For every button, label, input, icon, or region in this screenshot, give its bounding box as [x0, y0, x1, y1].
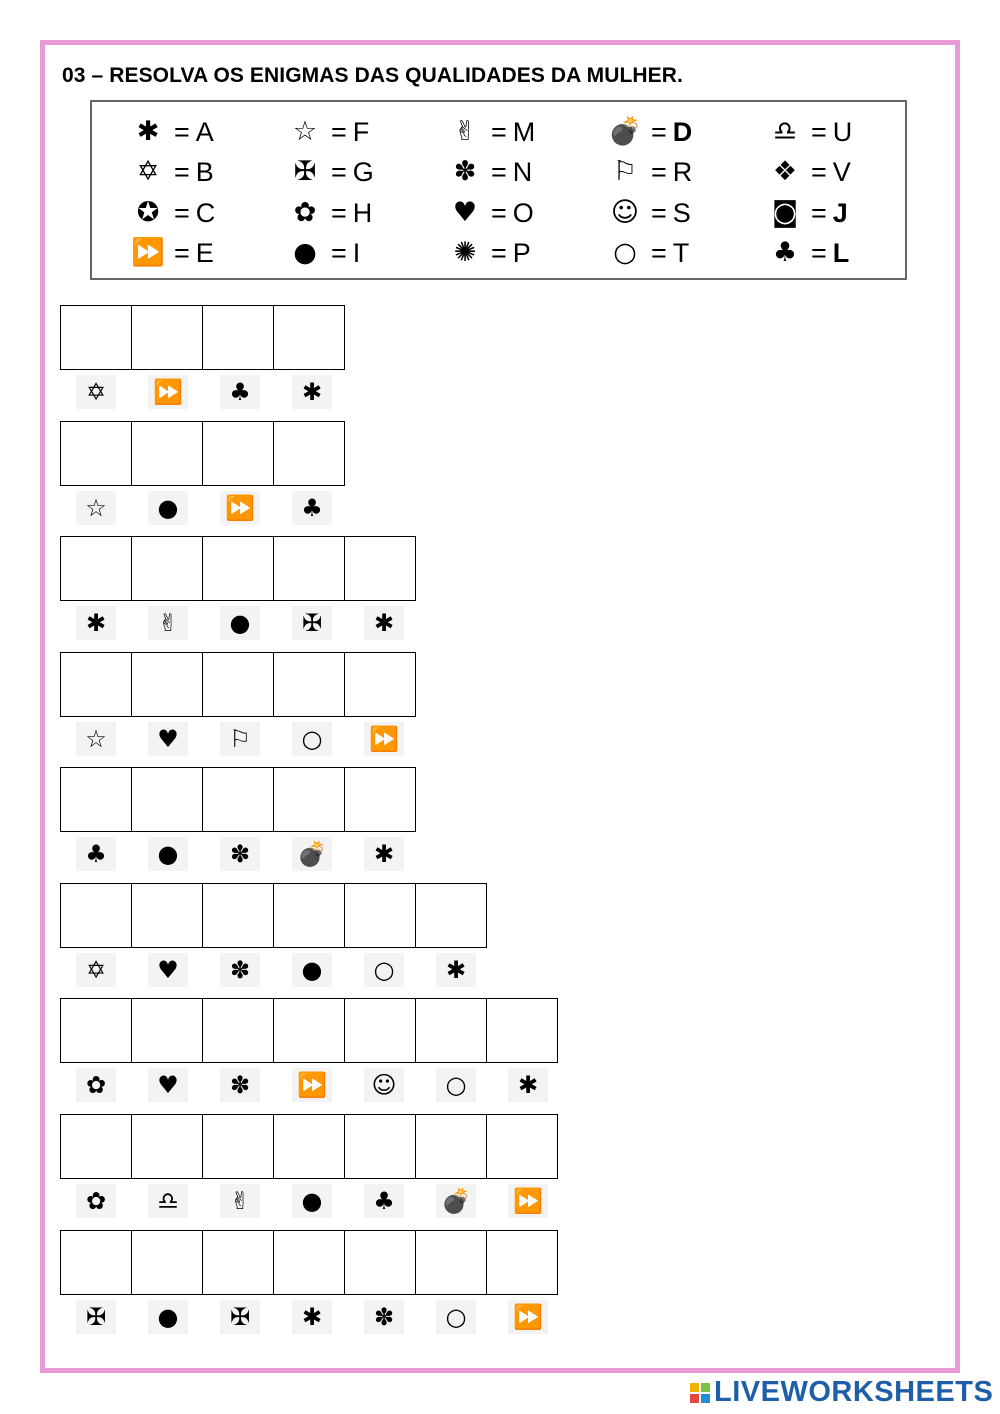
key-letter: F [352, 116, 370, 147]
answer-box[interactable] [415, 998, 487, 1063]
clue-symbol-icon: ♣ [76, 837, 116, 871]
answer-box[interactable] [415, 1114, 487, 1179]
answer-box[interactable] [273, 883, 345, 948]
key-entry [767, 234, 849, 272]
key-entry [447, 194, 534, 232]
answer-box[interactable] [202, 305, 274, 370]
answer-box[interactable] [486, 1114, 558, 1179]
clue-symbol-icon: 💣 [292, 837, 332, 871]
clue-symbol-icon: ⏩ [292, 1068, 332, 1102]
answer-box[interactable] [131, 998, 203, 1063]
answer-box[interactable] [131, 305, 203, 370]
answer-box[interactable] [202, 1114, 274, 1179]
symbol-icon: ♥ [452, 197, 478, 228]
answer-box[interactable] [60, 536, 132, 601]
answer-box[interactable] [131, 767, 203, 832]
symbol-icon: 💣 [608, 116, 642, 147]
symbol-icon: ✺ [453, 237, 477, 268]
clue-symbol-icon: ● [220, 606, 260, 640]
answer-box[interactable] [131, 652, 203, 717]
equals-sign: = [811, 197, 827, 228]
puzzle-row [60, 652, 415, 753]
answer-box[interactable] [60, 652, 132, 717]
answer-box[interactable] [344, 536, 416, 601]
clue-symbol-icon: ✱ [508, 1068, 548, 1102]
equals-sign: = [491, 116, 507, 147]
equals-sign: = [651, 237, 667, 268]
clue-symbol-icon: ♥ [148, 953, 188, 987]
key-entry [130, 194, 215, 232]
clue-symbol-icon: ⏩ [148, 375, 188, 409]
puzzle-row [60, 883, 486, 984]
answer-box[interactable] [273, 421, 345, 486]
answer-box[interactable] [60, 421, 132, 486]
equals-sign: = [491, 156, 507, 187]
answer-box[interactable] [202, 883, 274, 948]
clue-symbol-icon: ♣ [292, 491, 332, 525]
equals-sign: = [331, 116, 347, 147]
answer-box[interactable] [344, 883, 416, 948]
answer-box[interactable] [415, 883, 487, 948]
symbol-icon: ☺ [610, 197, 640, 228]
clue-symbol-icon: ✌ [220, 1184, 260, 1218]
key-entry [287, 153, 374, 191]
answer-box[interactable] [486, 1230, 558, 1295]
clue-symbol-icon: ✌ [148, 606, 188, 640]
clue-symbol-icon: ✽ [220, 1068, 260, 1102]
equals-sign: = [811, 116, 827, 147]
puzzle-row [60, 1114, 557, 1215]
answer-boxes [60, 1230, 557, 1295]
equals-sign: = [651, 197, 667, 228]
clue-symbol-icon: ● [292, 953, 332, 987]
answer-box[interactable] [60, 998, 132, 1063]
answer-box[interactable] [202, 652, 274, 717]
key-letter: I [352, 237, 361, 268]
key-letter: U [832, 116, 853, 147]
answer-boxes [60, 652, 415, 717]
key-letter: P [512, 237, 531, 268]
key-letter: N [512, 156, 533, 187]
symbol-icon: ⚐ [612, 156, 638, 187]
clue-symbol-icon: ○ [292, 722, 332, 756]
equals-sign: = [174, 116, 190, 147]
clue-symbol-icon: ✿ [76, 1068, 116, 1102]
symbol-icon: ♣ [772, 237, 798, 268]
symbol-icon: ✌ [453, 116, 477, 147]
key-letter: O [512, 197, 534, 228]
answer-box[interactable] [60, 305, 132, 370]
key-letter: J [832, 197, 848, 228]
clue-symbol-icon: ○ [436, 1068, 476, 1102]
equals-sign: = [331, 237, 347, 268]
clue-symbol-icon: ♥ [148, 722, 188, 756]
key-letter: S [672, 197, 691, 228]
exercise-title: 03 – RESOLVA OS ENIGMAS DAS QUALIDADES DA MULHER. [62, 64, 683, 87]
key-letter: H [352, 197, 373, 228]
clue-symbol-icon: ✱ [76, 606, 116, 640]
cipher-key-table [90, 100, 907, 280]
clue-symbol-icon: ✱ [364, 837, 404, 871]
symbol-icon: ♎ [772, 116, 798, 147]
key-entry [447, 113, 535, 151]
answer-box[interactable] [415, 1230, 487, 1295]
symbol-icon: ✿ [293, 197, 317, 228]
key-letter: R [672, 156, 693, 187]
clue-symbol-icon: ⏩ [508, 1300, 548, 1334]
answer-box[interactable] [60, 1230, 132, 1295]
clue-symbol-icon: ✽ [220, 837, 260, 871]
clue-symbol-icon: ☆ [76, 491, 116, 525]
symbol-icon: ☆ [292, 116, 318, 147]
key-letter: G [352, 156, 374, 187]
clue-symbol-icon: ✱ [292, 375, 332, 409]
clue-symbol-icon: ☺ [364, 1068, 404, 1102]
key-letter: C [195, 197, 216, 228]
symbol-icon: ◙ [771, 197, 799, 228]
equals-sign: = [491, 197, 507, 228]
answer-box[interactable] [273, 1114, 345, 1179]
clue-symbol-icon: ✱ [436, 953, 476, 987]
answer-box[interactable] [131, 883, 203, 948]
symbol-icon: ✪ [136, 197, 160, 228]
answer-box[interactable] [60, 1114, 132, 1179]
clue-symbol-icon: ♣ [364, 1184, 404, 1218]
clue-symbol-icon: ✱ [292, 1300, 332, 1334]
key-entry [767, 194, 848, 232]
key-entry [287, 113, 369, 151]
puzzle-row [60, 767, 415, 868]
puzzle-row [60, 305, 344, 406]
answer-box[interactable] [60, 767, 132, 832]
key-entry [607, 234, 689, 272]
symbol-icon: ❖ [772, 156, 798, 187]
key-entry [287, 234, 360, 272]
answer-boxes [60, 998, 557, 1063]
equals-sign: = [174, 237, 190, 268]
clue-symbol-icon: ✽ [364, 1300, 404, 1334]
answer-box[interactable] [273, 1230, 345, 1295]
clue-symbol-icon: 💣 [436, 1184, 476, 1218]
symbol-icon: ✡ [136, 156, 160, 187]
clue-symbol-icon: ● [148, 1300, 188, 1334]
clue-symbol-icon: ✠ [292, 606, 332, 640]
symbol-icon: ✽ [453, 156, 477, 187]
equals-sign: = [651, 116, 667, 147]
key-entry [607, 153, 692, 191]
key-entry [447, 234, 531, 272]
clue-symbol-icon: ♣ [220, 375, 260, 409]
clue-symbol-icon: ⏩ [220, 491, 260, 525]
clue-symbol-icon: ● [148, 491, 188, 525]
answer-box[interactable] [202, 767, 274, 832]
answer-box[interactable] [131, 1114, 203, 1179]
equals-sign: = [174, 197, 190, 228]
logo-text: LIVEWORKSHEETS [714, 1376, 994, 1408]
answer-box[interactable] [202, 421, 274, 486]
clue-symbol-icon: ☆ [76, 722, 116, 756]
clue-symbol-icon: ✡ [76, 375, 116, 409]
answer-boxes [60, 305, 344, 370]
key-entry [767, 113, 852, 151]
answer-box[interactable] [344, 998, 416, 1063]
equals-sign: = [174, 156, 190, 187]
symbol-icon: ○ [613, 237, 637, 268]
answer-boxes [60, 1114, 557, 1179]
key-letter: L [832, 237, 850, 268]
clue-symbol-icon: ✡ [76, 953, 116, 987]
answer-boxes [60, 883, 486, 948]
clue-symbol-icon: ○ [436, 1300, 476, 1334]
equals-sign: = [331, 197, 347, 228]
symbol-icon: ✱ [136, 116, 160, 147]
clue-symbol-icon: ✿ [76, 1184, 116, 1218]
answer-box[interactable] [344, 652, 416, 717]
clue-symbol-icon: ♥ [148, 1068, 188, 1102]
clue-symbol-icon: ○ [364, 953, 404, 987]
key-entry [130, 113, 214, 151]
key-entry [130, 234, 214, 272]
symbol-icon: ✠ [293, 156, 317, 187]
answer-box[interactable] [344, 1230, 416, 1295]
answer-box[interactable] [273, 536, 345, 601]
equals-sign: = [811, 156, 827, 187]
equals-sign: = [651, 156, 667, 187]
answer-box[interactable] [273, 652, 345, 717]
logo-icon [690, 1383, 710, 1403]
key-letter: V [832, 156, 851, 187]
key-entry [287, 194, 372, 232]
puzzle-row [60, 998, 557, 1099]
answer-boxes [60, 767, 415, 832]
clue-symbol-icon: ● [292, 1184, 332, 1218]
clue-symbol-icon: ● [148, 837, 188, 871]
symbol-icon: ⏩ [131, 237, 165, 268]
key-letter: A [195, 116, 214, 147]
key-entry [767, 153, 851, 191]
clue-symbol-icon: ⏩ [508, 1184, 548, 1218]
clue-symbol-icon: ⏩ [364, 722, 404, 756]
answer-box[interactable] [344, 767, 416, 832]
key-letter: E [195, 237, 214, 268]
key-entry [607, 194, 691, 232]
clue-symbol-icon: ♎ [148, 1184, 188, 1218]
key-letter: M [512, 116, 536, 147]
key-entry [607, 113, 692, 151]
answer-box[interactable] [202, 998, 274, 1063]
liveworksheets-logo[interactable] [690, 1376, 993, 1409]
answer-box[interactable] [131, 536, 203, 601]
answer-box[interactable] [273, 767, 345, 832]
clue-symbol-icon: ✱ [364, 606, 404, 640]
key-entry [447, 153, 532, 191]
answer-boxes [60, 536, 415, 601]
answer-box[interactable] [202, 536, 274, 601]
answer-box[interactable] [273, 998, 345, 1063]
equals-sign: = [811, 237, 827, 268]
clue-symbol-icon: ⚐ [220, 722, 260, 756]
answer-box[interactable] [344, 1114, 416, 1179]
answer-box[interactable] [131, 1230, 203, 1295]
puzzle-row [60, 536, 415, 637]
symbol-icon: ● [293, 237, 317, 268]
answer-boxes [60, 421, 344, 486]
equals-sign: = [331, 156, 347, 187]
equals-sign: = [491, 237, 507, 268]
puzzle-row [60, 1230, 557, 1331]
clue-symbol-icon: ✠ [76, 1300, 116, 1334]
answer-box[interactable] [202, 1230, 274, 1295]
answer-box[interactable] [273, 305, 345, 370]
key-entry [130, 153, 214, 191]
answer-box[interactable] [131, 421, 203, 486]
key-letter: T [672, 237, 690, 268]
key-letter: D [672, 116, 693, 147]
key-letter: B [195, 156, 214, 187]
clue-symbol-icon: ✠ [220, 1300, 260, 1334]
answer-box[interactable] [60, 883, 132, 948]
answer-box[interactable] [486, 998, 558, 1063]
clue-symbol-icon: ✽ [220, 953, 260, 987]
puzzle-row [60, 421, 344, 522]
